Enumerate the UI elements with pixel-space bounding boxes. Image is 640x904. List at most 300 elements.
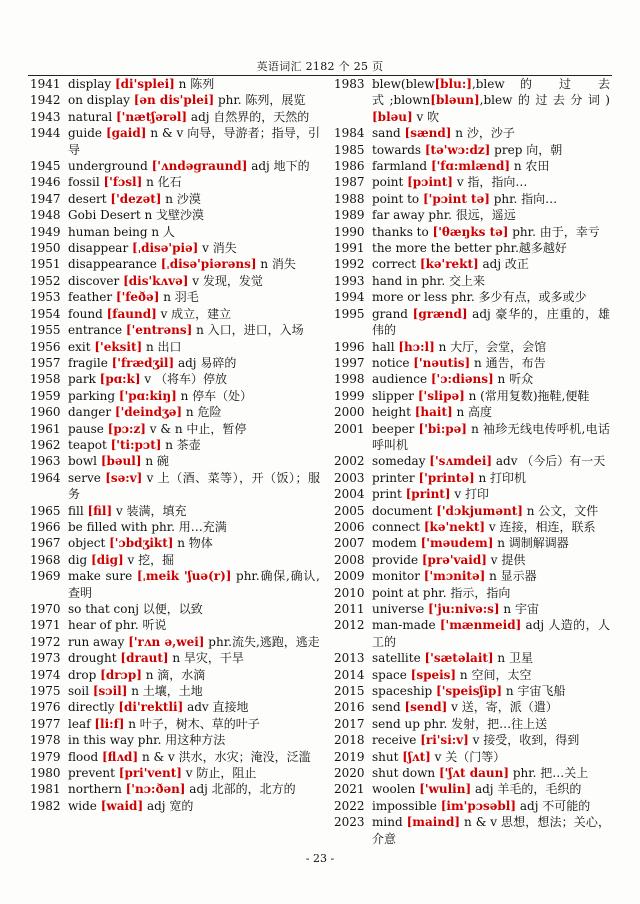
entry-number: 1962 — [30, 437, 61, 452]
entry-phonetic: [waid] — [100, 798, 144, 813]
entry-phonetic: [pɔ:z] — [107, 421, 146, 436]
entry-definition: v 挖，掘 — [123, 552, 175, 567]
vocab-entry — [334, 568, 610, 584]
entry-body — [68, 781, 320, 797]
entry-number: 1971 — [30, 618, 61, 633]
vocab-entry — [30, 667, 320, 683]
entry-body — [372, 814, 610, 847]
vocab-entry — [334, 519, 610, 535]
vocab-entry — [334, 174, 610, 190]
vocab-entry — [30, 191, 320, 207]
entry-phonetic: ['rʌn ə,wei] — [128, 634, 205, 649]
entry-body — [372, 158, 610, 174]
entry-number: 2013 — [334, 651, 365, 666]
vocab-entry — [334, 453, 610, 469]
entry-word: thanks to — [372, 224, 433, 239]
entry-word: display — [68, 77, 115, 91]
vocab-entry — [334, 371, 610, 387]
entry-body — [372, 617, 610, 650]
entry-word: disappearance — [68, 257, 161, 272]
vocab-entry — [30, 207, 320, 223]
entry-definition: n 袖珍无线电传呼机,电话呼叫机 — [372, 421, 610, 452]
entry-word: dig — [68, 552, 92, 567]
entry-body — [372, 273, 610, 289]
entry-phonetic: [bləun] — [430, 93, 480, 108]
entry-definition: phr. 把…关上 — [509, 766, 589, 781]
entry-number: 2022 — [334, 798, 365, 813]
entry-definition: n 出口 — [142, 339, 182, 354]
entry-word: beeper — [372, 421, 419, 436]
entry-definition: adv （今后）有一天 — [492, 454, 606, 469]
vocab-entry — [334, 814, 610, 847]
entry-phonetic: ['dezət] — [110, 191, 162, 206]
entry-phonetic: ['ju:nivə:s] — [428, 602, 500, 616]
entry-word: directly — [68, 700, 119, 715]
entry-phonetic: ['məudem] — [420, 536, 494, 551]
entry-number: 1944 — [30, 126, 61, 141]
entry-body — [372, 798, 610, 814]
vocab-entry — [334, 306, 610, 339]
entry-number: 2003 — [334, 470, 365, 485]
entry-word: audience — [372, 372, 431, 387]
entry-word: the more the better phr.越多越好 — [372, 241, 567, 256]
entry-word: Gobi Desert n 戈壁沙漠 — [68, 208, 205, 223]
entry-definition: v 接受，收到，得到 — [468, 733, 580, 748]
entry-number: 1976 — [30, 700, 61, 715]
entry-phonetic: [print] — [405, 487, 451, 502]
vocab-entry — [334, 207, 610, 223]
entry-definition: adj 宽的 — [143, 798, 194, 813]
entry-body — [68, 109, 320, 125]
entry-definition: n 沙，沙子 — [451, 126, 515, 141]
entry-number: 1984 — [334, 126, 365, 141]
entry-body — [68, 617, 320, 633]
entry-phonetic: [flʌd] — [101, 749, 139, 764]
entry-body — [372, 486, 610, 502]
entry-word: connect — [372, 519, 424, 534]
entry-definition: n & v 洪水，水灾；淹没，泛滥 — [138, 749, 311, 764]
entry-word: danger — [68, 405, 115, 420]
entry-word: fragile — [68, 355, 112, 370]
vocab-entry — [30, 240, 320, 256]
vocab-entry — [334, 256, 610, 272]
entry-definition: adj 北部的，北方的 — [185, 782, 296, 797]
entry-body — [68, 453, 320, 469]
entry-phonetic: [pɔint] — [407, 175, 453, 190]
entry-phonetic: [ˌmeik 'ʃuə(r)] — [136, 569, 232, 584]
vocab-entry — [334, 388, 610, 404]
entry-word: provide — [372, 552, 422, 567]
entry-word: be filled with phr. 用…充满 — [68, 519, 227, 534]
entry-body — [68, 421, 320, 437]
vocab-entry — [30, 76, 320, 92]
entry-number: 1964 — [30, 470, 61, 485]
entry-body — [68, 355, 320, 371]
vocab-entry — [334, 650, 610, 666]
entry-phonetic: ['nætʃərəl] — [115, 109, 188, 124]
entry-definition: v （将车）停放 — [140, 372, 227, 387]
entry-word: shut — [372, 749, 403, 764]
entry-body — [68, 535, 320, 551]
entry-phonetic: [kə'rekt] — [419, 257, 479, 272]
entry-word: entrance — [68, 323, 126, 338]
entry-word: point — [372, 175, 408, 190]
entry-word: leaf — [68, 716, 95, 731]
entry-body — [68, 76, 320, 92]
entry-definition: phr. 由于，幸亏 — [508, 224, 600, 239]
entry-body — [372, 355, 610, 371]
entry-word: fill — [68, 503, 88, 518]
entry-word: hall — [372, 339, 399, 354]
entry-phonetic: ['ɔ:diəns] — [430, 372, 494, 387]
entry-word: mind — [372, 815, 407, 830]
entry-body — [372, 650, 610, 666]
entry-body — [372, 699, 610, 715]
entry-phonetic: [pɑ:k] — [99, 372, 141, 387]
vocab-entry — [30, 371, 320, 387]
entry-definition: adj 豪华的，庄重的，雄伟的 — [372, 306, 611, 338]
entry-body — [372, 503, 610, 519]
entry-phonetic: [send] — [404, 700, 448, 715]
vocab-entry — [30, 158, 320, 174]
entry-phonetic: [draut] — [120, 651, 169, 666]
vocab-entry — [30, 453, 320, 469]
entry-phonetic: [kə'nekt] — [423, 519, 486, 534]
entry-body — [68, 503, 320, 519]
entry-phonetic: [di'rektli] — [118, 700, 184, 715]
vocab-entry — [30, 224, 320, 240]
vocab-entry — [334, 158, 610, 174]
entry-word: point at phr. 指示，指向 — [372, 585, 511, 600]
entry-number: 1996 — [334, 339, 365, 354]
vocab-entry — [30, 519, 320, 535]
entry-definition: v & n 中止，暂停 — [145, 421, 247, 436]
entry-number: 1957 — [30, 355, 61, 370]
entry-body — [372, 765, 610, 781]
entry-phonetic: ['ɔbdʒikt] — [109, 536, 174, 551]
vocab-entry — [334, 781, 610, 797]
vocab-entry — [334, 191, 610, 207]
entry-definition: n 滴，水滴 — [141, 667, 206, 682]
entry-word: woolen — [372, 782, 420, 797]
entry-number: 1941 — [30, 77, 61, 91]
entry-definition: n 通告，布告 — [470, 355, 546, 370]
entry-word: shut down — [372, 766, 439, 781]
entry-phonetic: ['mænmeid] — [439, 618, 522, 633]
entry-definition: n 停车（处） — [176, 388, 253, 403]
entry-definition: n 碗 — [141, 454, 169, 469]
entry-definition: n 消失 — [256, 257, 296, 272]
vocab-entry — [334, 798, 610, 814]
entry-phonetic: [di'splei] — [114, 77, 175, 91]
entry-number: 1999 — [334, 388, 365, 403]
entry-word: height — [372, 405, 415, 420]
entry-number: 1948 — [30, 208, 61, 223]
entry-word: space — [372, 667, 411, 682]
entry-number: 1981 — [30, 782, 61, 797]
page-header: 英语词汇 2182 个 25 页 — [256, 60, 384, 73]
entry-phonetic: [drɔp] — [100, 667, 142, 682]
entry-phonetic: [hɔ:l] — [398, 339, 435, 354]
vocab-entry — [334, 470, 610, 486]
entry-number: 1972 — [30, 634, 61, 649]
entry-number: 2004 — [334, 487, 365, 502]
vocab-entry — [30, 306, 320, 322]
vocab-entry — [30, 617, 320, 633]
entry-phonetic: [ən dis'plei] — [133, 93, 215, 108]
entry-number: 2009 — [334, 569, 365, 584]
vocab-entry — [30, 781, 320, 797]
entry-definition: adv 直接地 — [183, 700, 249, 715]
entry-body — [68, 339, 320, 355]
entry-phonetic: [pri'vent] — [118, 766, 182, 781]
entry-body — [68, 388, 320, 404]
vocab-entry — [334, 355, 610, 371]
entry-number: 1993 — [334, 273, 365, 288]
entry-definition: phr.流失,逃跑，逃走 — [204, 634, 320, 649]
vocab-entry — [30, 109, 320, 125]
entry-word: printer — [372, 470, 419, 485]
entry-number: 1949 — [30, 224, 61, 239]
vocab-entry — [334, 76, 610, 125]
vocab-entry — [30, 535, 320, 551]
entry-definition: n 化石 — [142, 175, 182, 190]
entry-definition: ,blew 的 过 去式;blown — [372, 77, 610, 108]
entry-word: someday — [372, 454, 430, 469]
entry-number: 1974 — [30, 667, 61, 682]
entry-word: object — [68, 536, 110, 551]
entry-word: so that conj 以便，以致 — [68, 602, 203, 616]
entry-number: 1975 — [30, 684, 61, 699]
entry-number: 1966 — [30, 519, 61, 534]
entry-definition: ,blew的过去分词) — [479, 93, 610, 108]
entry-phonetic: ['ʌndəgraund] — [151, 159, 248, 174]
entry-body — [68, 667, 320, 683]
entry-word: make sure — [68, 569, 137, 584]
entry-phonetic: ['pɑ:kiŋ] — [118, 388, 177, 403]
entry-word: flood — [68, 749, 102, 764]
entry-number: 2019 — [334, 749, 365, 764]
entry-word: parking — [68, 388, 119, 403]
entry-word: drought — [68, 651, 121, 666]
vocab-entry — [334, 273, 610, 289]
entry-word: northern — [68, 782, 126, 797]
entry-body — [372, 519, 610, 535]
entry-number: 1950 — [30, 241, 61, 256]
vocab-entry — [334, 585, 610, 601]
entry-body — [372, 683, 610, 699]
entry-phonetic: [sænd] — [404, 126, 452, 141]
vocab-entry — [30, 125, 320, 158]
entry-word: on display — [68, 93, 134, 108]
entry-phonetic: ['feðə] — [115, 290, 160, 305]
entry-word: universe — [372, 602, 428, 616]
entry-body — [68, 306, 320, 322]
entry-number: 2008 — [334, 552, 365, 567]
entry-number: 1977 — [30, 716, 61, 731]
entry-definition: n 听众 — [493, 372, 534, 387]
entry-body — [372, 240, 610, 256]
entry-word: sand — [372, 126, 405, 141]
entry-definition: n & v 向导，导游者；指导，引导 — [68, 126, 320, 157]
entry-number: 1961 — [30, 421, 61, 436]
entry-body — [372, 404, 610, 420]
entry-body — [68, 519, 320, 535]
entry-phonetic: ['sætəlait] — [424, 651, 494, 666]
entry-body — [372, 470, 610, 486]
entry-word: monitor — [372, 569, 424, 584]
entry-word: underground — [68, 159, 152, 174]
entry-body — [372, 453, 610, 469]
vocab-entry — [334, 601, 610, 617]
entry-phonetic: ['dɔkjumənt] — [436, 503, 523, 518]
entry-definition: n 土壤，土地 — [127, 684, 203, 699]
entry-body — [372, 256, 610, 272]
entry-number: 1980 — [30, 766, 61, 781]
entry-body — [68, 273, 320, 289]
entry-body — [372, 388, 610, 404]
entry-definition: n 农田 — [510, 159, 550, 174]
entry-word: send — [372, 700, 405, 715]
entry-word: blew(blew — [372, 77, 435, 91]
vocab-entry — [30, 601, 320, 617]
vocab-entry — [334, 617, 610, 650]
entry-word: teapot — [68, 437, 111, 452]
entry-number: 1963 — [30, 454, 61, 469]
entry-word: more or less phr. 多少有点，或多或少 — [372, 290, 587, 305]
entry-definition: v 提供 — [486, 552, 526, 567]
entry-word: drop — [68, 667, 101, 682]
entry-phonetic: [li:f] — [94, 716, 125, 731]
entry-phonetic: [ri'si:v] — [420, 733, 469, 748]
entry-phonetic: [prə'vaid] — [421, 552, 487, 567]
entry-word: notice — [372, 355, 414, 370]
entry-phonetic: ['ti:pɔt] — [110, 437, 162, 452]
entry-word: run away — [68, 634, 129, 649]
entry-phonetic: ['wulin] — [419, 782, 472, 797]
entry-phonetic: ['mɔnitə] — [423, 569, 486, 584]
entry-number: 1955 — [30, 323, 61, 338]
entry-word: serve — [68, 470, 106, 485]
entry-phonetic: ['ʃʌt daun] — [438, 766, 510, 781]
entry-word: fossil — [68, 175, 104, 190]
entry-phonetic: ['speisʃip] — [436, 684, 503, 699]
page-number: - 23 - — [305, 852, 335, 865]
entry-number: 2016 — [334, 700, 365, 715]
entry-phonetic: [ˌdisə'piərəns] — [160, 257, 257, 272]
entry-number: 1969 — [30, 569, 61, 584]
vocab-entry — [30, 699, 320, 715]
vocab-entry — [334, 503, 610, 519]
entry-phonetic: ['fɔsl] — [103, 175, 143, 190]
entry-number: 1952 — [30, 273, 61, 288]
entry-number: 1979 — [30, 749, 61, 764]
entry-body — [372, 306, 610, 339]
entry-phonetic: ['fɑ:mlænd] — [430, 159, 511, 174]
entry-number: 1956 — [30, 339, 61, 354]
entry-definition: adj 易碎的 — [174, 355, 237, 370]
entry-phonetic: ['entrəns] — [125, 323, 193, 338]
entry-phonetic: ['nəutis] — [413, 355, 471, 370]
vocab-entry — [30, 339, 320, 355]
entry-definition: v 装满，填充 — [112, 503, 187, 518]
entry-definition: adj 人造的，人工的 — [372, 618, 611, 649]
entry-number: 1973 — [30, 651, 61, 666]
entry-definition: prep 向，朝 — [490, 142, 563, 157]
entry-definition: n 公文，文件 — [522, 503, 599, 518]
entry-word: far away phr. 很远，遥远 — [372, 208, 516, 223]
entry-phonetic: ['deindʒə] — [114, 405, 183, 420]
entry-phonetic: ['sʌmdei] — [429, 454, 493, 469]
entry-definition: phr. 陈列，展览 — [214, 93, 306, 108]
entry-number: 1968 — [30, 552, 61, 567]
entry-body — [68, 716, 320, 732]
entry-body — [372, 535, 610, 551]
entry-definition: adj 羊毛的，毛织的 — [471, 782, 582, 797]
vocab-entry — [334, 289, 610, 305]
entry-phonetic: ['θæŋks tə] — [432, 224, 509, 239]
entry-word: pause — [68, 421, 108, 436]
entry-phonetic: [ˌdisə'piə] — [132, 241, 199, 256]
entry-definition: n 危险 — [182, 405, 222, 420]
entry-number: 1995 — [334, 306, 365, 321]
vocab-entry — [334, 699, 610, 715]
entry-number: 2005 — [334, 503, 365, 518]
entry-number: 2010 — [334, 585, 365, 600]
entry-body — [372, 568, 610, 584]
entry-definition: adj 地下的 — [247, 159, 310, 174]
vocab-entry — [334, 125, 610, 141]
vocab-entry — [334, 421, 610, 454]
entry-body — [68, 125, 320, 158]
entry-definition: n (常用复数)拖鞋,便鞋 — [464, 388, 590, 403]
entry-number: 1987 — [334, 175, 365, 190]
entry-definition: n 宇宙 — [499, 602, 539, 616]
entry-body — [68, 634, 320, 650]
entry-number: 1951 — [30, 257, 61, 272]
entry-number: 2017 — [334, 716, 365, 731]
entry-word: print — [372, 487, 406, 502]
vocab-entry — [30, 503, 320, 519]
right-column — [334, 76, 610, 847]
vocab-entry — [30, 634, 320, 650]
entry-phonetic: [fil] — [87, 503, 113, 518]
vocab-entry — [30, 552, 320, 568]
entry-body — [372, 224, 610, 240]
entry-body — [372, 781, 610, 797]
entry-definition: n 空间，太空 — [456, 667, 532, 682]
vocab-entry — [30, 683, 320, 699]
vocab-entry — [334, 142, 610, 158]
entry-phonetic: [maind] — [406, 815, 461, 830]
entry-body — [372, 191, 610, 207]
entry-number: 1954 — [30, 306, 61, 321]
entry-word: point to — [372, 191, 423, 206]
entry-definition: v 指，指向… — [453, 175, 528, 190]
vocab-entry — [334, 339, 610, 355]
entry-body — [68, 798, 320, 814]
vocab-entry — [334, 749, 610, 765]
entry-body — [68, 224, 320, 240]
entry-body — [372, 339, 610, 355]
entry-number: 2011 — [334, 602, 365, 616]
entry-word: slipper — [372, 388, 418, 403]
entry-number: 2002 — [334, 454, 365, 469]
entry-definition: n 显示器 — [485, 569, 537, 584]
vocab-entry — [30, 289, 320, 305]
entry-number: 2000 — [334, 405, 365, 420]
entry-definition: n 茶壶 — [161, 437, 201, 452]
